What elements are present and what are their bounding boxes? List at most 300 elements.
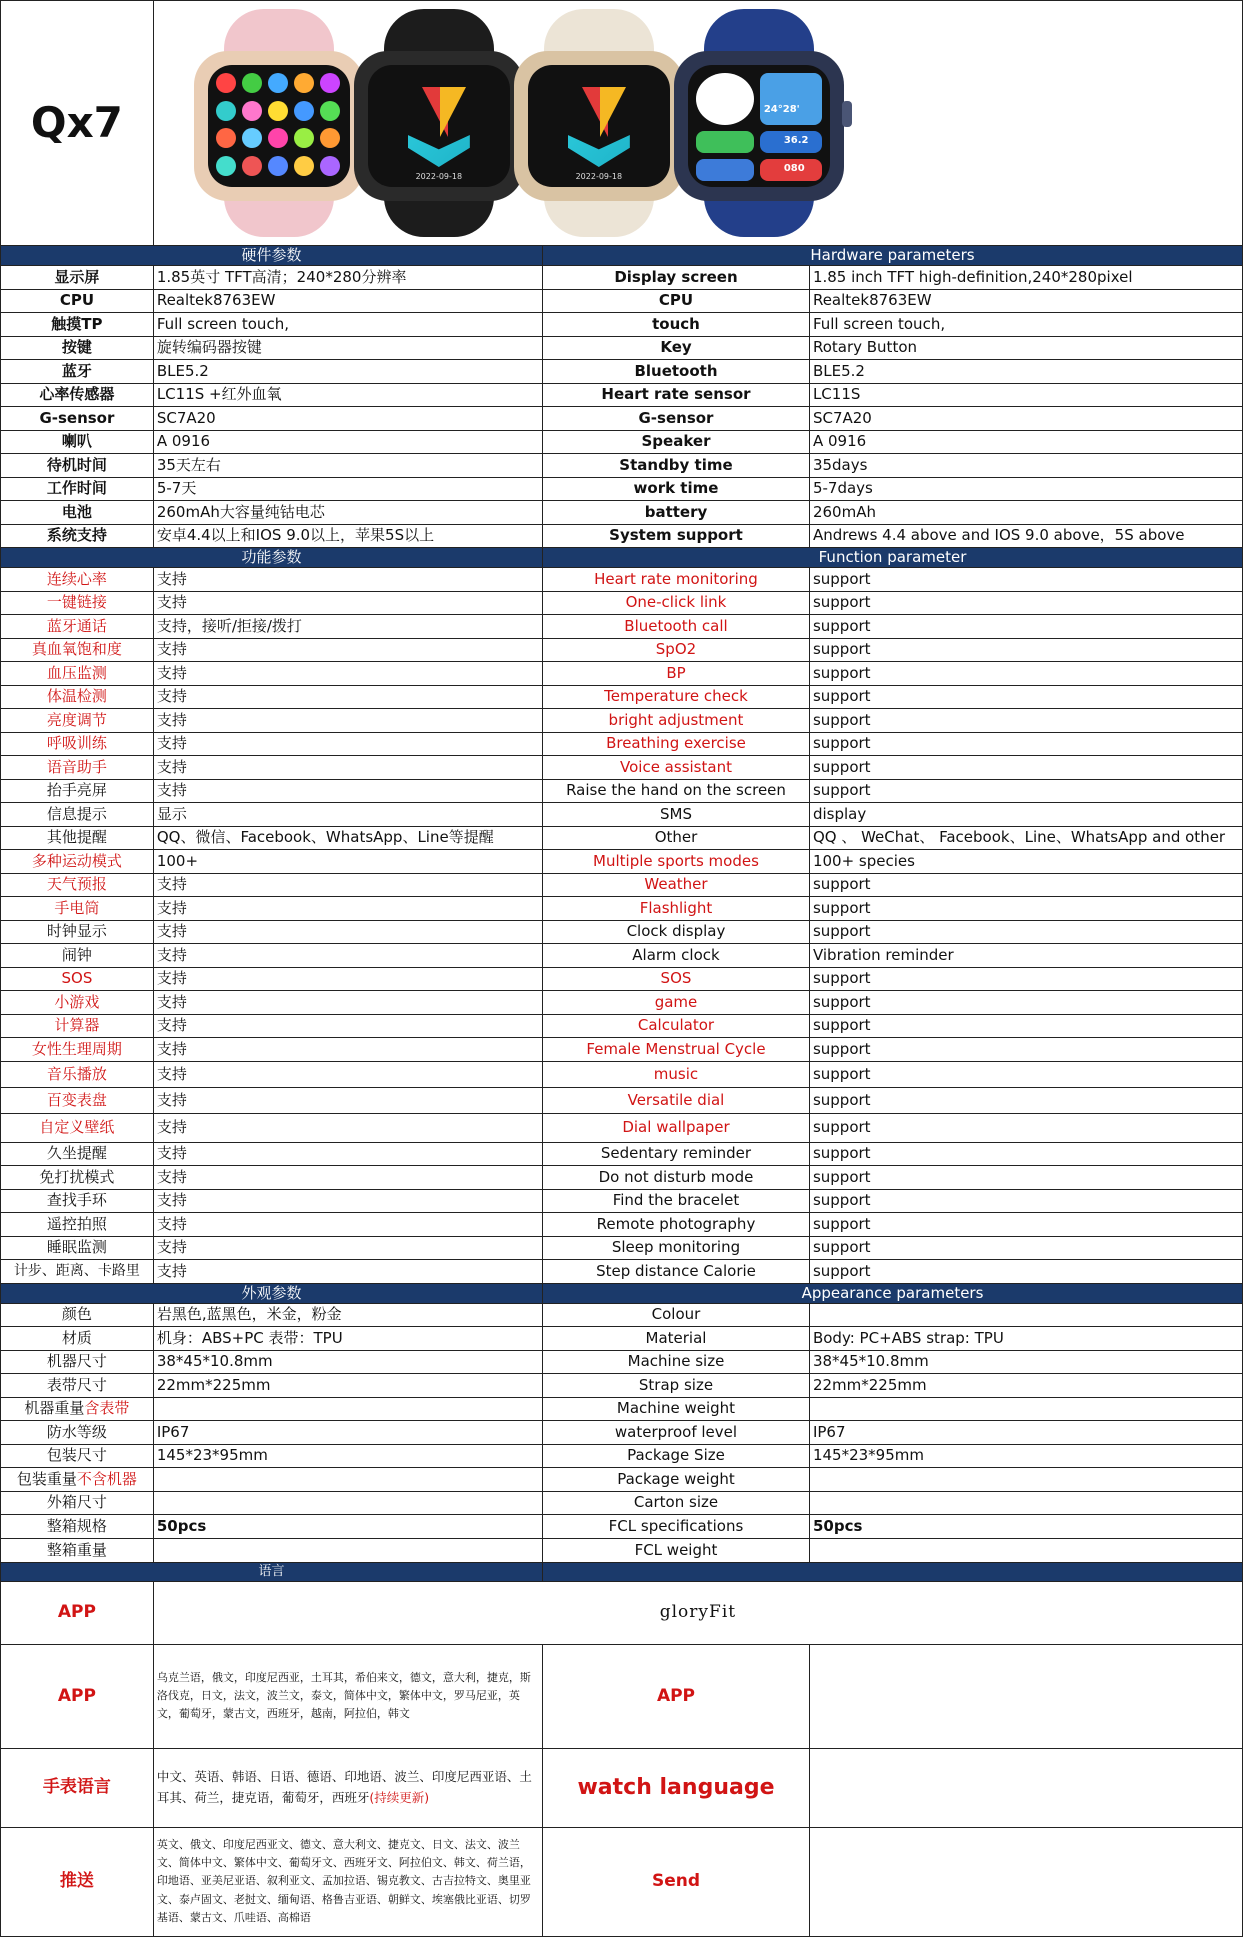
feature-label: 亮度调节 xyxy=(1,709,154,733)
feature-value-en: support xyxy=(809,1166,1242,1190)
feature-label-en: Do not disturb mode xyxy=(543,1166,810,1190)
appearance-label-en: FCL weight xyxy=(543,1538,810,1562)
feature-value: 支持，接听/拒接/拨打 xyxy=(153,615,542,639)
appearance-value-en xyxy=(809,1303,1242,1327)
section-function-cn: 功能参数 xyxy=(1,548,543,568)
appearance-value: 岩黑色,蓝黑色，米金，粉金 xyxy=(153,1303,542,1327)
feature-label-en: Other xyxy=(543,826,810,850)
section-hardware-en: Hardware parameters xyxy=(543,246,1243,266)
table-row xyxy=(1,501,1243,525)
feature-value-en: support xyxy=(809,638,1242,662)
appearance-value-en xyxy=(809,1491,1242,1515)
feature-label: 抬手亮屏 xyxy=(1,779,154,803)
feature-label: SOS xyxy=(1,967,154,991)
feature-label: 一键链接 xyxy=(1,591,154,615)
push-lang-label-en: Send xyxy=(543,1827,810,1936)
table-row xyxy=(1,1189,1243,1213)
spec-value: 5-7天 xyxy=(153,477,542,501)
table-row xyxy=(1,1538,1243,1562)
push-lang-label: 推送 xyxy=(1,1827,154,1936)
appearance-value: IP67 xyxy=(153,1421,542,1445)
feature-value: QQ、微信、Facebook、WhatsApp、Line等提醒 xyxy=(153,826,542,850)
table-row xyxy=(1,756,1243,780)
table-row xyxy=(1,732,1243,756)
feature-label: 免打扰模式 xyxy=(1,1166,154,1190)
appearance-value-en: 38*45*10.8mm xyxy=(809,1350,1242,1374)
table-row xyxy=(1,289,1243,313)
spec-value: Full screen touch, xyxy=(153,313,542,337)
feature-label-en: Step distance Calorie xyxy=(543,1260,810,1284)
appearance-value-en: 145*23*95mm xyxy=(809,1444,1242,1468)
feature-value: 支持 xyxy=(153,732,542,756)
feature-label: 语音助手 xyxy=(1,756,154,780)
table-row xyxy=(1,1236,1243,1260)
appearance-label-en: Package Size xyxy=(543,1444,810,1468)
feature-label-en: Alarm clock xyxy=(543,944,810,968)
feature-value: 支持 xyxy=(153,1113,542,1142)
appearance-label xyxy=(1,1327,154,1351)
appearance-label-text: 整箱重量 xyxy=(46,1540,107,1559)
table-row xyxy=(1,1350,1243,1374)
section-appearance-cn: 外观参数 xyxy=(1,1283,543,1303)
feature-value-en: support xyxy=(809,756,1242,780)
model-name: Qx7 xyxy=(1,1,154,246)
feature-value: 支持 xyxy=(153,1166,542,1190)
feature-value: 支持 xyxy=(153,920,542,944)
feature-value-en: support xyxy=(809,1061,1242,1087)
feature-value: 100+ xyxy=(153,850,542,874)
appearance-value xyxy=(153,1468,542,1492)
section-hardware xyxy=(1,246,1243,266)
feature-label: 其他提醒 xyxy=(1,826,154,850)
feature-value-en: support xyxy=(809,1014,1242,1038)
table-row xyxy=(1,1468,1243,1492)
spec-value: LC11S +红外血氧 xyxy=(153,383,542,407)
feature-label: 百变表盘 xyxy=(1,1087,154,1113)
feature-label-en: Find the bracelet xyxy=(543,1189,810,1213)
spec-value-en: Andrews 4.4 above and IOS 9.0 above，5S above xyxy=(809,524,1242,548)
spec-value: 旋转编码器按键 xyxy=(153,336,542,360)
spec-label-en: Speaker xyxy=(543,430,810,454)
section-appearance-en: Appearance parameters xyxy=(543,1283,1243,1303)
appearance-label xyxy=(1,1303,154,1327)
spec-label-en: Bluetooth xyxy=(543,360,810,384)
table-row xyxy=(1,1421,1243,1445)
spec-label: 按键 xyxy=(1,336,154,360)
watch-lang-label: 手表语言 xyxy=(1,1748,154,1827)
feature-label-en: Bluetooth call xyxy=(543,615,810,639)
spec-label-en: Standby time xyxy=(543,454,810,478)
table-row xyxy=(1,591,1243,615)
section-appearance xyxy=(1,1283,1243,1303)
watch-temp-label: 36.2 xyxy=(783,135,809,146)
table-row xyxy=(1,477,1243,501)
appearance-value-en xyxy=(809,1397,1242,1421)
appearance-label xyxy=(1,1444,154,1468)
appearance-value xyxy=(153,1397,542,1421)
appearance-label-note: 含表带 xyxy=(84,1399,130,1418)
appearance-value xyxy=(153,1538,542,1562)
push-lang-list: 英文、俄文、印度尼西亚文、德文、意大利文、捷克文、日文、法文、波兰文、简体中文、繁体中文、葡萄牙文、西班牙文、阿拉伯文、韩文、荷兰语，印地语、亚美尼亚语、叙利亚文、孟加拉语、锡克教文、古吉拉特文、奥里亚文、泰卢固文、老挝文、缅甸语、格鲁吉亚语、朝鲜文、埃塞俄比亚语、切罗基语、蒙古文、爪哇语、高棉语 xyxy=(153,1827,542,1936)
table-row xyxy=(1,826,1243,850)
table-row xyxy=(1,662,1243,686)
feature-label-en: Flashlight xyxy=(543,897,810,921)
feature-value-en: support xyxy=(809,779,1242,803)
section-hardware-cn: 硬件参数 xyxy=(1,246,543,266)
lang-row-app xyxy=(1,1581,1243,1644)
watch-time-label: 24°28' xyxy=(763,104,800,115)
appearance-value-en: IP67 xyxy=(809,1421,1242,1445)
feature-value: 支持 xyxy=(153,1236,542,1260)
spec-label: 喇叭 xyxy=(1,430,154,454)
feature-value-en: support xyxy=(809,662,1242,686)
feature-value-en: support xyxy=(809,1142,1242,1166)
feature-value-en: support xyxy=(809,1189,1242,1213)
section-language xyxy=(1,1562,1243,1581)
spec-label-en: G-sensor xyxy=(543,407,810,431)
table-row xyxy=(1,944,1243,968)
feature-label-en: Dial wallpaper xyxy=(543,1113,810,1142)
section-language-cn: 语言 xyxy=(1,1562,543,1581)
feature-value-en: support xyxy=(809,1113,1242,1142)
feature-label: 闹钟 xyxy=(1,944,154,968)
appearance-value: 145*23*95mm xyxy=(153,1444,542,1468)
feature-value: 支持 xyxy=(153,944,542,968)
appearance-label-text: 颜色 xyxy=(61,1305,92,1324)
table-row xyxy=(1,920,1243,944)
feature-value: 支持 xyxy=(153,897,542,921)
spec-value-en: BLE5.2 xyxy=(809,360,1242,384)
appearance-label-en: Machine weight xyxy=(543,1397,810,1421)
spec-label: 工作时间 xyxy=(1,477,154,501)
feature-label-en: SpO2 xyxy=(543,638,810,662)
feature-value-en: support xyxy=(809,685,1242,709)
appearance-label-text: 包装重量 xyxy=(16,1469,77,1488)
feature-value-en: support xyxy=(809,1087,1242,1113)
section-language-blank xyxy=(543,1562,1243,1581)
table-row xyxy=(1,336,1243,360)
feature-value: 支持 xyxy=(153,1142,542,1166)
feature-label-en: game xyxy=(543,991,810,1015)
feature-label-en: Remote photography xyxy=(543,1213,810,1237)
appearance-value: 38*45*10.8mm xyxy=(153,1350,542,1374)
table-row xyxy=(1,967,1243,991)
appearance-value-en xyxy=(809,1468,1242,1492)
feature-label-en: SOS xyxy=(543,967,810,991)
feature-label: 女性生理周期 xyxy=(1,1038,154,1062)
appearance-label xyxy=(1,1538,154,1562)
appearance-label-text: 表带尺寸 xyxy=(46,1375,107,1394)
feature-label-en: music xyxy=(543,1061,810,1087)
spec-label: 显示屏 xyxy=(1,266,154,290)
table-row xyxy=(1,1374,1243,1398)
spec-value-en: Realtek8763EW xyxy=(809,289,1242,313)
feature-value: 支持 xyxy=(153,1038,542,1062)
appearance-label xyxy=(1,1421,154,1445)
lang-row-watch xyxy=(1,1748,1243,1827)
feature-label: 血压监测 xyxy=(1,662,154,686)
spec-value: A 0916 xyxy=(153,430,542,454)
spec-value-en: 260mAh xyxy=(809,501,1242,525)
feature-label: 真血氧饱和度 xyxy=(1,638,154,662)
table-row xyxy=(1,638,1243,662)
feature-label-en: Sedentary reminder xyxy=(543,1142,810,1166)
feature-value: 支持 xyxy=(153,1087,542,1113)
spec-label: 蓝牙 xyxy=(1,360,154,384)
feature-label: 连续心率 xyxy=(1,568,154,592)
feature-label-en: Calculator xyxy=(543,1014,810,1038)
spec-value: 1.85英寸 TFT高清；240*280分辨率 xyxy=(153,266,542,290)
feature-label: 蓝牙通话 xyxy=(1,615,154,639)
feature-label-en: Female Menstrual Cycle xyxy=(543,1038,810,1062)
feature-value: 支持 xyxy=(153,1189,542,1213)
spec-value-en: Rotary Button xyxy=(809,336,1242,360)
appearance-label xyxy=(1,1374,154,1398)
appearance-label-text: 机器尺寸 xyxy=(46,1352,107,1371)
feature-value-en: display xyxy=(809,803,1242,827)
feature-value: 支持 xyxy=(153,873,542,897)
feature-label: 时钟显示 xyxy=(1,920,154,944)
spec-label-en: battery xyxy=(543,501,810,525)
table-row xyxy=(1,803,1243,827)
spec-label: 系统支持 xyxy=(1,524,154,548)
feature-label-en: Weather xyxy=(543,873,810,897)
feature-value-en: support xyxy=(809,591,1242,615)
table-row xyxy=(1,1260,1243,1284)
table-row xyxy=(1,709,1243,733)
appearance-label xyxy=(1,1468,154,1492)
appearance-label-en: Machine size xyxy=(543,1350,810,1374)
table-row xyxy=(1,1014,1243,1038)
section-function-en: Function parameter xyxy=(543,548,1243,568)
feature-label-en: bright adjustment xyxy=(543,709,810,733)
appearance-label-en: Strap size xyxy=(543,1374,810,1398)
table-row xyxy=(1,568,1243,592)
table-row xyxy=(1,873,1243,897)
spec-label-en: touch xyxy=(543,313,810,337)
feature-label: 天气预报 xyxy=(1,873,154,897)
table-row xyxy=(1,615,1243,639)
feature-label: 手电筒 xyxy=(1,897,154,921)
watch-lang-note: (持续更新) xyxy=(369,1789,430,1805)
table-row xyxy=(1,1038,1243,1062)
feature-label-en: Clock display xyxy=(543,920,810,944)
table-row xyxy=(1,407,1243,431)
appearance-label-note: 不含机器 xyxy=(76,1469,137,1488)
app-lang-label: APP xyxy=(1,1644,154,1748)
spec-label: 电池 xyxy=(1,501,154,525)
table-row xyxy=(1,685,1243,709)
feature-label-en: BP xyxy=(543,662,810,686)
appearance-value-en xyxy=(809,1538,1242,1562)
feature-label-en: One-click link xyxy=(543,591,810,615)
spec-label: 触摸TP xyxy=(1,313,154,337)
table-row xyxy=(1,991,1243,1015)
feature-value-en: support xyxy=(809,1038,1242,1062)
app-lang-blank xyxy=(809,1644,1242,1748)
feature-value: 支持 xyxy=(153,1213,542,1237)
table-row xyxy=(1,1213,1243,1237)
watch-lang-list: 中文、英语、韩语、日语、德语、印地语、波兰、印度尼西亚语、土耳其、荷兰，捷克语，葡萄牙，西班牙 xyxy=(156,1768,532,1805)
lang-row-app-languages xyxy=(1,1644,1243,1748)
appearance-value: 22mm*225mm xyxy=(153,1374,542,1398)
spec-label-en: Display screen xyxy=(543,266,810,290)
spec-value: 260mAh大容量纯钴电芯 xyxy=(153,501,542,525)
table-row xyxy=(1,779,1243,803)
feature-label-en: Raise the hand on the screen xyxy=(543,779,810,803)
feature-value: 支持 xyxy=(153,967,542,991)
feature-value-en: support xyxy=(809,897,1242,921)
feature-value-en: QQ 、 WeChat、 Facebook、Line、WhatsApp and other xyxy=(809,826,1242,850)
table-row xyxy=(1,383,1243,407)
table-row xyxy=(1,1397,1243,1421)
table-row xyxy=(1,1142,1243,1166)
table-row xyxy=(1,313,1243,337)
appearance-label-en: waterproof level xyxy=(543,1421,810,1445)
section-function xyxy=(1,548,1243,568)
watch-date-label: 2022-09-18 xyxy=(575,172,623,181)
spec-value: 安卓4.4以上和IOS 9.0以上，苹果5S以上 xyxy=(153,524,542,548)
spec-value-en: 5-7days xyxy=(809,477,1242,501)
spec-label: G-sensor xyxy=(1,407,154,431)
feature-value-en: support xyxy=(809,1213,1242,1237)
feature-label: 小游戏 xyxy=(1,991,154,1015)
spec-value: BLE5.2 xyxy=(153,360,542,384)
spec-value-en: A 0916 xyxy=(809,430,1242,454)
feature-label: 计步、距离、卡路里 xyxy=(1,1260,154,1284)
feature-value: 支持 xyxy=(153,1061,542,1087)
spec-value-en: 1.85 inch TFT high-definition,240*280pixel xyxy=(809,266,1242,290)
spec-label-en: work time xyxy=(543,477,810,501)
header-row xyxy=(1,1,1243,246)
feature-label: 查找手环 xyxy=(1,1189,154,1213)
appearance-label-text: 防水等级 xyxy=(46,1422,107,1441)
appearance-label-text: 整箱规格 xyxy=(46,1516,107,1535)
feature-label-en: SMS xyxy=(543,803,810,827)
table-row xyxy=(1,1327,1243,1351)
watch-lang-blank xyxy=(809,1748,1242,1827)
appearance-value-en: 22mm*225mm xyxy=(809,1374,1242,1398)
feature-label: 久坐提醒 xyxy=(1,1142,154,1166)
spec-value: SC7A20 xyxy=(153,407,542,431)
feature-label: 睡眠监测 xyxy=(1,1236,154,1260)
feature-value-en: support xyxy=(809,615,1242,639)
table-row xyxy=(1,266,1243,290)
feature-value-en: support xyxy=(809,709,1242,733)
app-name: gloryFit xyxy=(153,1581,1242,1644)
appearance-label xyxy=(1,1491,154,1515)
watch-lang-label-en: watch language xyxy=(543,1748,810,1827)
spec-value-en: 35days xyxy=(809,454,1242,478)
spec-value-en: LC11S xyxy=(809,383,1242,407)
feature-value-en: support xyxy=(809,568,1242,592)
product-image xyxy=(153,1,1242,246)
feature-value-en: support xyxy=(809,873,1242,897)
spec-label: CPU xyxy=(1,289,154,313)
appearance-label-text: 外箱尺寸 xyxy=(46,1493,107,1512)
table-row xyxy=(1,454,1243,478)
appearance-value: 50pcs xyxy=(153,1515,542,1539)
feature-label: 信息提示 xyxy=(1,803,154,827)
table-row xyxy=(1,1113,1243,1142)
feature-value: 支持 xyxy=(153,662,542,686)
appearance-label xyxy=(1,1350,154,1374)
appearance-label-text: 材质 xyxy=(61,1328,92,1347)
feature-value-en: support xyxy=(809,920,1242,944)
appearance-label-text: 包装尺寸 xyxy=(46,1446,107,1465)
feature-label: 多种运动模式 xyxy=(1,850,154,874)
appearance-label xyxy=(1,1397,154,1421)
feature-value: 显示 xyxy=(153,803,542,827)
appearance-label xyxy=(1,1515,154,1539)
feature-value-en: support xyxy=(809,967,1242,991)
feature-label: 呼吸训练 xyxy=(1,732,154,756)
spec-label: 心率传感器 xyxy=(1,383,154,407)
table-row xyxy=(1,1166,1243,1190)
feature-value: 支持 xyxy=(153,1260,542,1284)
feature-label: 计算器 xyxy=(1,1014,154,1038)
feature-value: 支持 xyxy=(153,591,542,615)
feature-label: 音乐播放 xyxy=(1,1061,154,1087)
spec-value: 35天左右 xyxy=(153,454,542,478)
watch-date-label: 2022-09-18 xyxy=(415,172,463,181)
feature-label-en: Multiple sports modes xyxy=(543,850,810,874)
feature-value-en: support xyxy=(809,1236,1242,1260)
feature-value: 支持 xyxy=(153,709,542,733)
app-label: APP xyxy=(1,1581,154,1644)
appearance-label-en: Package weight xyxy=(543,1468,810,1492)
feature-value-en: support xyxy=(809,732,1242,756)
feature-label-en: Sleep monitoring xyxy=(543,1236,810,1260)
spec-value-en: Full screen touch, xyxy=(809,313,1242,337)
table-row xyxy=(1,1303,1243,1327)
appearance-label-en: Carton size xyxy=(543,1491,810,1515)
table-row xyxy=(1,897,1243,921)
feature-label: 自定义壁纸 xyxy=(1,1113,154,1142)
feature-label-en: Voice assistant xyxy=(543,756,810,780)
spec-value-en: SC7A20 xyxy=(809,407,1242,431)
spec-label-en: CPU xyxy=(543,289,810,313)
spec-value: Realtek8763EW xyxy=(153,289,542,313)
table-row xyxy=(1,1491,1243,1515)
feature-label-en: Temperature check xyxy=(543,685,810,709)
feature-value-en: support xyxy=(809,991,1242,1015)
appearance-label-en: Colour xyxy=(543,1303,810,1327)
feature-label-en: Heart rate monitoring xyxy=(543,568,810,592)
appearance-label-en: Material xyxy=(543,1327,810,1351)
table-row xyxy=(1,1444,1243,1468)
feature-value: 支持 xyxy=(153,991,542,1015)
table-row xyxy=(1,430,1243,454)
feature-label: 遥控拍照 xyxy=(1,1213,154,1237)
app-lang-label-en: APP xyxy=(543,1644,810,1748)
table-row xyxy=(1,1061,1243,1087)
feature-value-en: support xyxy=(809,1260,1242,1284)
appearance-value-en: Body: PC+ABS strap: TPU xyxy=(809,1327,1242,1351)
feature-label-en: Versatile dial xyxy=(543,1087,810,1113)
table-row xyxy=(1,524,1243,548)
feature-value: 支持 xyxy=(153,638,542,662)
table-row xyxy=(1,850,1243,874)
feature-label: 体温检测 xyxy=(1,685,154,709)
watch-lang-cell xyxy=(153,1748,542,1827)
appearance-value xyxy=(153,1491,542,1515)
spec-label-en: System support xyxy=(543,524,810,548)
feature-label-en: Breathing exercise xyxy=(543,732,810,756)
app-lang-list: 乌克兰语，俄文，印度尼西亚，土耳其，希伯来文，德文，意大利，捷克，斯洛伐克，日文，法文，波兰文，泰文，简体中文，繁体中文，罗马尼亚，英文，葡萄牙，蒙古文，西班牙，越南，阿拉伯，韩文 xyxy=(153,1644,542,1748)
appearance-value-en: 50pcs xyxy=(809,1515,1242,1539)
watch-hr-label: 080 xyxy=(783,163,805,174)
